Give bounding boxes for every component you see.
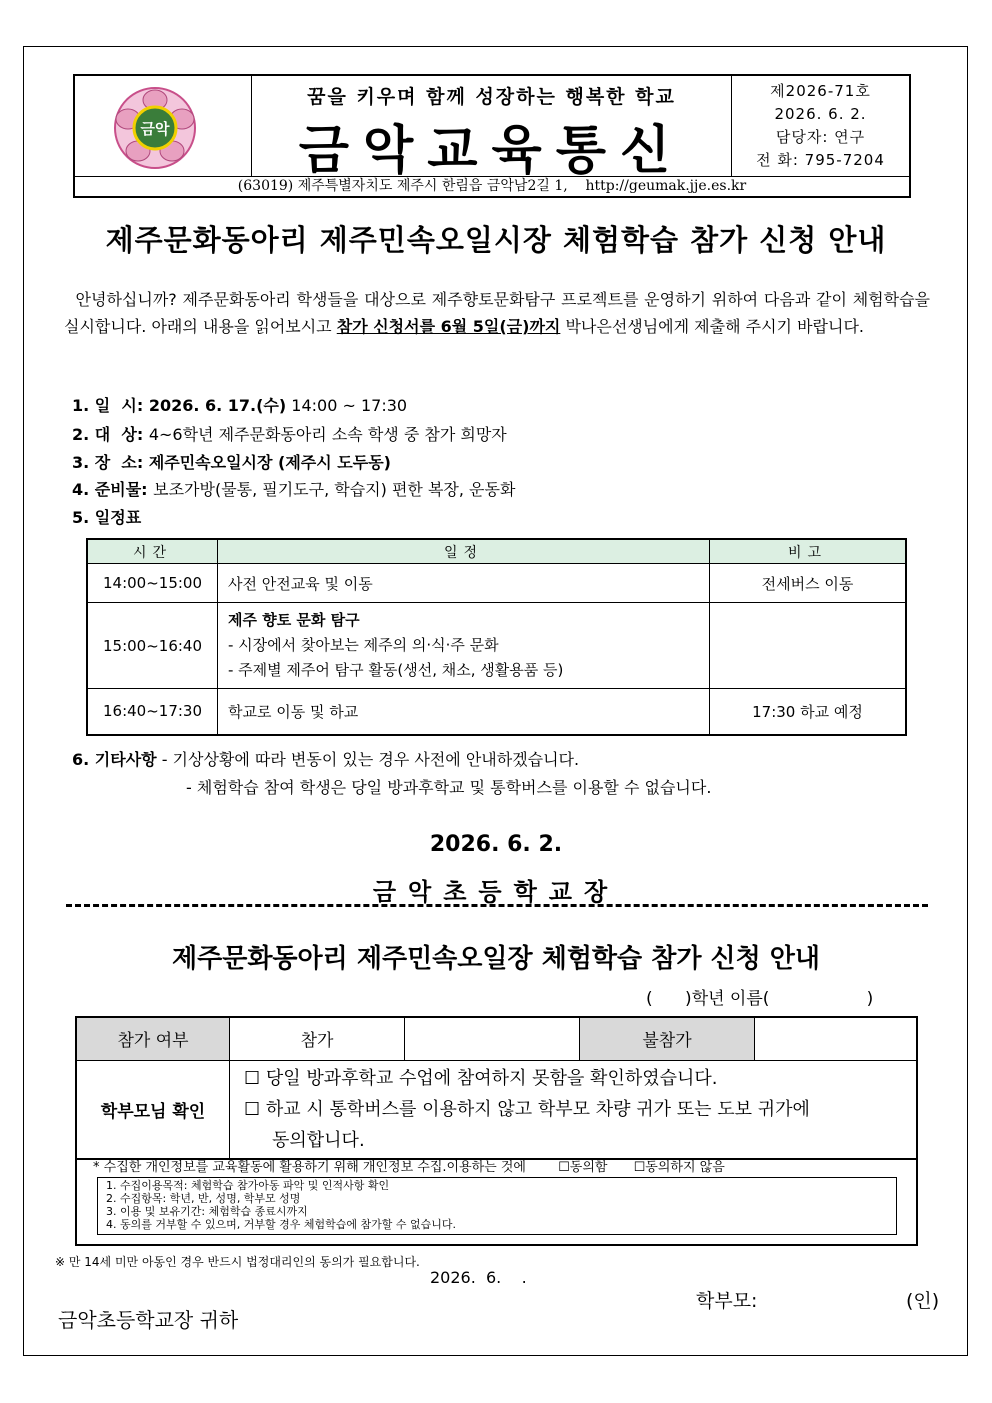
privacy-item: 3. 이용 및 보유기간: 체험학습 종료시까지 <box>106 1205 308 1218</box>
seal-mark: (인) <box>906 1290 940 1312</box>
logo-text: 금악 <box>140 120 170 138</box>
row-time: 14:00~15:00 <box>87 564 218 603</box>
parent-confirm-row <box>76 1060 917 1159</box>
row-title: 사전 안전교육 및 이동 <box>218 564 710 603</box>
item-value: 4~6학년 제주문화동아리 소속 학생 중 참가 희망자 <box>148 425 507 444</box>
check-transport[interactable]: ☐ 하교 시 통학버스를 이용하지 않고 학부모 차량 귀가 또는 도보 귀가에 <box>244 1098 810 1120</box>
principal-signature: 금악초등학교장 <box>372 878 620 906</box>
item-target <box>72 423 507 447</box>
disagree-checkbox[interactable]: ☐동의하지 않음 <box>633 1160 725 1175</box>
issue-info <box>732 76 909 176</box>
row-line: - 주제별 제주어 탐구 활동(생선, 채소, 생활용품 등) <box>228 661 564 679</box>
application-form <box>75 1016 918 1160</box>
issue-number: 제2026-71호 <box>770 82 871 100</box>
privacy-item: 2. 수집항목: 학년, 반, 성명, 학부모 성명 <box>106 1192 301 1205</box>
header-title-area <box>252 76 732 181</box>
manager: 담당자: 연구 <box>775 128 866 146</box>
absent-checkbox[interactable] <box>755 1017 918 1060</box>
agree-checkbox[interactable]: ☐동의함 <box>558 1160 608 1175</box>
schedule-table <box>86 538 907 736</box>
school-address: (63019) 제주특별자치도 제주시 한림읍 금악남2길 1, http://geumak.jje.es.kr <box>75 176 909 196</box>
item-value-bold: 2026. 6. 17.(수) <box>148 396 287 415</box>
item-schedule <box>72 506 141 530</box>
row-title: 학교로 이동 및 하교 <box>218 689 710 735</box>
cut-line <box>66 904 928 907</box>
header-note: 비고 <box>710 539 907 564</box>
parent-confirm-checks <box>230 1060 918 1159</box>
intro-text-end: 박나은선생님에게 제출해 주시기 바랍니다. <box>560 317 864 336</box>
deadline-emphasis: 참가 신청서를 6월 5일(금)까지 <box>336 317 561 336</box>
row-time: 15:00~16:40 <box>87 603 218 689</box>
item-place <box>72 451 391 475</box>
school-logo <box>75 76 252 176</box>
item-label: 3. 장 소: <box>72 453 149 472</box>
header-time: 시간 <box>87 539 218 564</box>
parent-signature-label: 학부모: <box>696 1290 758 1312</box>
participation-row <box>76 1017 917 1060</box>
table-row <box>87 603 906 689</box>
school-emblem-icon <box>75 76 252 176</box>
row-note <box>710 603 907 689</box>
privacy-text: * 수집한 개인정보를 교육활동에 활용하기 위해 개인정보 수집.이용하는 것에 <box>93 1160 526 1175</box>
row-line: - 시장에서 찾아보는 제주의 의·식·주 문화 <box>228 636 499 654</box>
addressee: 금악초등학교장 귀하 <box>58 1308 239 1332</box>
privacy-item: 1. 수집이용목적: 체험학습 참가아동 파악 및 인적사항 확인 <box>106 1179 390 1192</box>
intro-paragraph <box>64 286 936 340</box>
item-label: 5. 일정표 <box>72 508 142 527</box>
attend-checkbox[interactable] <box>405 1017 580 1060</box>
parent-confirm-label: 학부모님 확인 <box>76 1060 230 1159</box>
table-row <box>87 564 906 603</box>
phone: 전 화: 795-7204 <box>756 151 885 169</box>
etc-line1 <box>72 748 579 772</box>
item-supplies <box>72 478 515 502</box>
item-value: 14:00 ~ 17:30 <box>286 396 408 415</box>
header-schedule: 일정 <box>218 539 710 564</box>
item-value-bold: 제주민속오일시장 (제주시 도두동) <box>148 453 391 472</box>
form-title: 제주문화동아리 제주민속오일장 체험학습 참가 신청 안내 <box>171 944 821 974</box>
intro-text: 안녕하십니까? 제주문화동아리 학생들을 대상으로 제주향토문화탐구 프로젝트를 운영하기 위하여 다음과 같이 체험학습을 실시합니다. 아래의 내용을 읽어보시고 <box>64 290 936 336</box>
page-title: 제주문화동아리 제주민속오일시장 체험학습 참가 신청 안내 <box>105 223 887 257</box>
school-slogan: 꿈을 키우며 함께 성장하는 행복한 학교 <box>307 86 676 108</box>
table-row <box>87 689 906 735</box>
form-date[interactable]: 2026. 6. . <box>430 1268 527 1287</box>
row-note: 전세버스 이동 <box>710 564 907 603</box>
etc-text: - 기상상황에 따라 변동이 있는 경우 사전에 안내하겠습니다. <box>156 750 580 769</box>
item-label: 2. 대 상: <box>72 425 149 444</box>
row-title: 제주 향토 문화 탐구 <box>228 611 360 629</box>
issue-date: 2026. 6. 2. <box>774 105 867 123</box>
newsletter-header <box>73 74 911 198</box>
check-after-school[interactable]: ☐ 당일 방과후학교 수업에 참여하지 못함을 확인하였습니다. <box>244 1067 718 1089</box>
row-note: 17:30 하교 예정 <box>710 689 907 735</box>
item-label: 1. 일 시: <box>72 396 149 415</box>
grade-name-field[interactable]: ( )학년 이름( ) <box>646 989 874 1009</box>
guardian-note: ※ 만 14세 미만 아동인 경우 반드시 법정대리인의 동의가 필요합니다. <box>55 1255 420 1269</box>
etc-line2: - 체험학습 참여 학생은 당일 방과후학교 및 통학버스를 이용할 수 없습니다. <box>186 778 712 797</box>
privacy-item: 4. 동의를 거부할 수 있으며, 거부할 경우 체험학습에 참가할 수 없습니다. <box>106 1218 456 1231</box>
newsletter-banner: 금악교육통신 <box>298 121 685 181</box>
attend-label: 참가 <box>230 1017 405 1060</box>
item-label: 4. 준비물: <box>72 480 154 499</box>
item-value: 보조가방(물통, 필기도구, 학습지) 편한 복장, 운동화 <box>153 480 516 499</box>
privacy-line <box>93 1156 725 1175</box>
absent-label: 불참가 <box>580 1017 755 1060</box>
check-transport-cont: 동의합니다. <box>272 1129 365 1151</box>
privacy-details <box>97 1177 897 1235</box>
privacy-consent <box>75 1152 918 1246</box>
item-date <box>72 394 407 418</box>
row-time: 16:40~17:30 <box>87 689 218 735</box>
participation-label: 참가 여부 <box>76 1017 230 1060</box>
row-detail <box>218 603 710 689</box>
sign-date: 2026. 6. 2. <box>429 832 563 857</box>
etc-label: 6. 기타사항 <box>72 750 157 769</box>
schedule-header-row <box>87 539 906 564</box>
